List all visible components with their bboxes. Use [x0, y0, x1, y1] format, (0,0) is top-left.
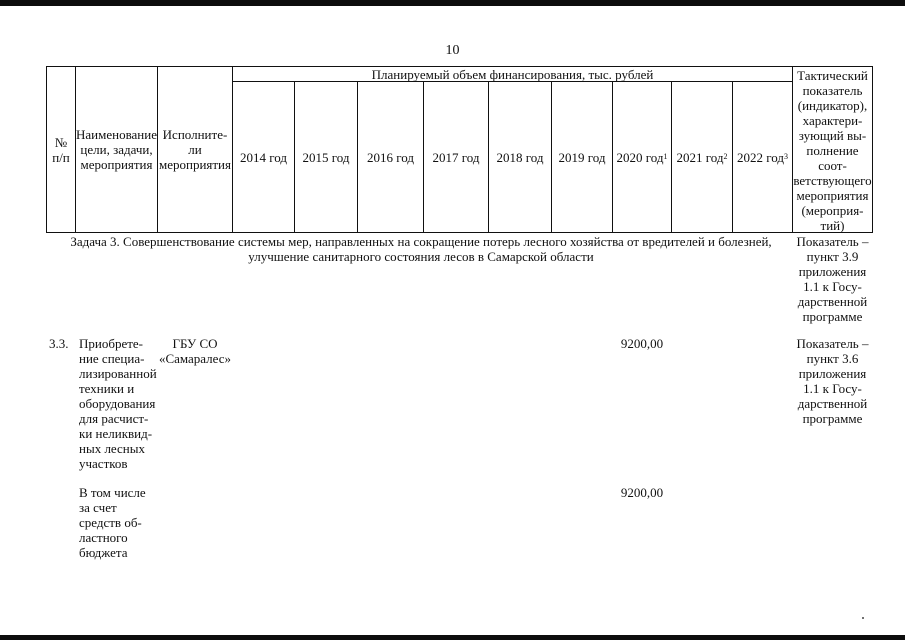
row-name: Приобрете- ние специа- лизированной техники и оборудования для расчист- ки неликвид- ных лесных участков: [79, 336, 157, 471]
header-year-2015: 2015 год: [302, 149, 350, 165]
top-scan-border: [0, 0, 905, 6]
bottom-scan-border: [0, 635, 905, 640]
header-year-2016: 2016 год: [367, 149, 414, 165]
header-num: № п/п: [52, 134, 70, 165]
header-name: Наименование цели, задачи, мероприятия: [76, 127, 157, 172]
row-name: В том числе за счет средств об- ластного бюджета: [79, 485, 146, 560]
header-year-2018: 2018 год: [496, 149, 544, 165]
header-year-2022: 2022 год 3: [737, 149, 788, 165]
row-executor: ГБУ СО «Самаралес»: [158, 336, 232, 366]
header-year-2019: 2019 год: [558, 149, 606, 165]
task-indicator: Показатель – пункт 3.9 приложения 1.1 к Госу- дарственной программе: [796, 234, 869, 324]
row-num: 3.3.: [49, 336, 69, 351]
task-heading-line2: улучшение санитарного состояния лесов в Самарской области: [248, 249, 594, 264]
header-year-2017: 2017 год: [432, 149, 480, 165]
page-number: 10: [445, 43, 460, 58]
header-year-2021: 2021 год 2: [676, 149, 728, 165]
row-value-2020: 9200,00: [620, 336, 664, 351]
header-indicator: Тактический показатель (индикатор), характери- зующий вы- полнение соот- ветствующего мероприятия (мероприя- тий): [793, 68, 872, 233]
header-funding-title: Планируемый объем финансирования, тыс. рублей: [371, 66, 654, 82]
header-year-2020: 2020 год 1: [616, 149, 668, 165]
header-executor: Исполните- ли мероприятия: [158, 127, 231, 172]
row-value-2020: 9200,00: [620, 485, 664, 500]
row-indicator: Показатель – пункт 3.6 приложения 1.1 к Госу- дарственной программе: [796, 336, 869, 426]
header-year-2014: 2014 год: [240, 149, 287, 165]
task-heading-line1: Задача 3. Совершенствование системы мер, направленных на сокращение потерь лесного хозяйства от вредителей и болезней,: [70, 234, 772, 249]
scan-speck: [862, 617, 864, 619]
